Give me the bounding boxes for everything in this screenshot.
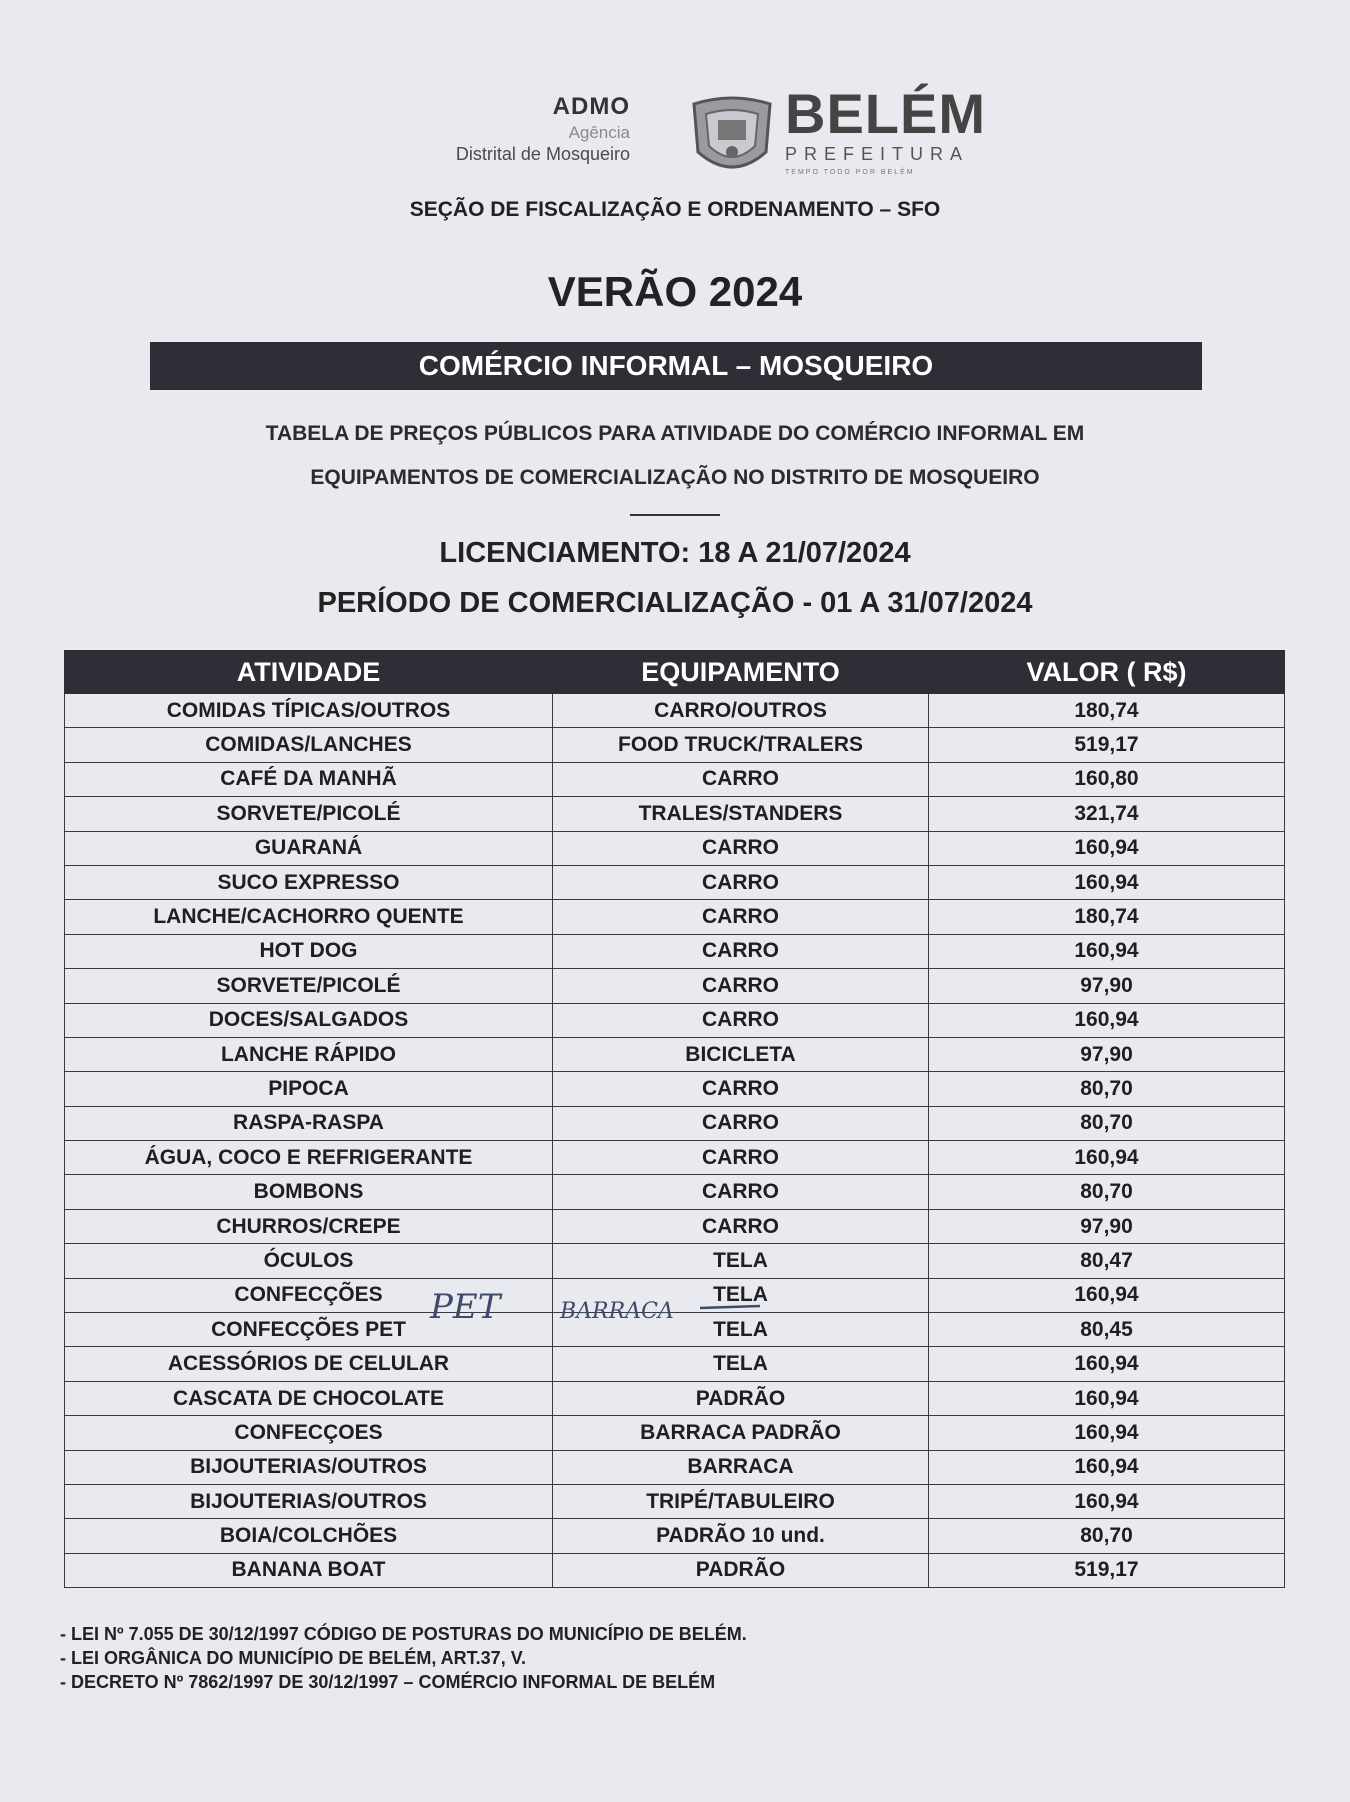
cell-atividade: LANCHE/CACHORRO QUENTE [65, 900, 553, 934]
cell-valor: 180,74 [929, 900, 1285, 934]
cell-equipamento: TELA [553, 1278, 929, 1312]
cell-valor: 80,47 [929, 1244, 1285, 1278]
price-table [64, 650, 1285, 1588]
cell-equipamento: CARRO [553, 969, 929, 1003]
table-row [65, 865, 1285, 899]
cell-atividade: GUARANÁ [65, 831, 553, 865]
divider [630, 514, 720, 516]
cell-atividade: RASPA-RASPA [65, 1106, 553, 1140]
admo-title: ADMO [552, 93, 630, 120]
admo-subtitle: Agência [568, 123, 630, 142]
cell-atividade: BOIA/COLCHÕES [65, 1519, 553, 1553]
cell-equipamento: TELA [553, 1244, 929, 1278]
cell-valor: 160,94 [929, 831, 1285, 865]
cell-valor: 519,17 [929, 1553, 1285, 1587]
table-row [65, 728, 1285, 762]
cell-valor: 321,74 [929, 797, 1285, 831]
table-row [65, 1072, 1285, 1106]
cell-equipamento: BARRACA PADRÃO [553, 1416, 929, 1450]
cell-valor: 80,70 [929, 1106, 1285, 1140]
cell-equipamento: TELA [553, 1347, 929, 1381]
table-row [65, 1553, 1285, 1587]
cell-atividade: CONFECÇÕES [65, 1278, 553, 1312]
cell-valor: 160,94 [929, 1416, 1285, 1450]
cell-valor: 160,94 [929, 1381, 1285, 1415]
table-row [65, 1244, 1285, 1278]
cell-equipamento: CARRO [553, 1072, 929, 1106]
cell-valor: 80,45 [929, 1313, 1285, 1347]
cell-atividade: LANCHE RÁPIDO [65, 1037, 553, 1071]
cell-atividade: SORVETE/PICOLÉ [65, 969, 553, 1003]
cell-equipamento: TRIPÉ/TABULEIRO [553, 1484, 929, 1518]
handwritten-note-barraca: BARRACA [560, 1299, 674, 1324]
cell-valor: 160,94 [929, 1003, 1285, 1037]
page-title: VERÃO 2024 [547, 268, 803, 315]
cell-valor: 160,94 [929, 934, 1285, 968]
admo-logo [380, 92, 630, 166]
table-row [65, 934, 1285, 968]
cell-atividade: BIJOUTERIAS/OUTROS [65, 1484, 553, 1518]
cell-equipamento: CARRO [553, 900, 929, 934]
cell-atividade: ÓCULOS [65, 1244, 553, 1278]
table-row [65, 831, 1285, 865]
cell-equipamento: FOOD TRUCK/TRALERS [553, 728, 929, 762]
table-body [65, 694, 1285, 1588]
description-line-1: TABELA DE PREÇOS PÚBLICOS PARA ATIVIDADE DO COMÉRCIO INFORMAL EM [265, 422, 1085, 445]
cell-valor: 80,70 [929, 1519, 1285, 1553]
cell-atividade: CONFECÇOES [65, 1416, 553, 1450]
cell-atividade: PIPOCA [65, 1072, 553, 1106]
table-row [65, 1141, 1285, 1175]
cell-equipamento: PADRÃO [553, 1553, 929, 1587]
cell-atividade: BANANA BOAT [65, 1553, 553, 1587]
table-row [65, 1450, 1285, 1484]
cell-equipamento: CARRO [553, 1106, 929, 1140]
table-row [65, 1003, 1285, 1037]
header-atividade: ATIVIDADE [65, 651, 553, 694]
cell-equipamento: CARRO [553, 934, 929, 968]
table-row [65, 1037, 1285, 1071]
cell-valor: 97,90 [929, 1037, 1285, 1071]
table-row [65, 969, 1285, 1003]
cell-atividade: BOMBONS [65, 1175, 553, 1209]
cell-atividade: BIJOUTERIAS/OUTROS [65, 1450, 553, 1484]
handwritten-note-pet: PET [430, 1287, 501, 1327]
logo-subtitle: PREFEITURA [785, 144, 970, 164]
table-row [65, 1381, 1285, 1415]
cell-atividade: CHURROS/CREPE [65, 1209, 553, 1243]
description-line-2: EQUIPAMENTOS DE COMERCIALIZAÇÃO NO DISTRITO DE MOSQUEIRO [310, 466, 1040, 489]
table-row [65, 762, 1285, 796]
licensing-dates [0, 528, 1350, 628]
cell-atividade: ACESSÓRIOS DE CELULAR [65, 1347, 553, 1381]
table-row [65, 900, 1285, 934]
cell-atividade: SORVETE/PICOLÉ [65, 797, 553, 831]
title-banner: COMÉRCIO INFORMAL – MOSQUEIRO [150, 342, 1202, 390]
logo-slogan: TEMPO TODO POR BELÉM [785, 169, 915, 176]
table-row [65, 1416, 1285, 1450]
header-valor: VALOR ( R$) [929, 651, 1285, 694]
section-name: SEÇÃO DE FISCALIZAÇÃO E ORDENAMENTO – SFO [409, 198, 941, 221]
footer-line-2: - LEI ORGÂNICA DO MUNICÍPIO DE BELÉM, ART.37, V. [60, 1648, 527, 1668]
cell-equipamento: BICICLETA [553, 1037, 929, 1071]
licensing-period: LICENCIAMENTO: 18 A 21/07/2024 [439, 537, 911, 569]
cell-valor: 160,94 [929, 1278, 1285, 1312]
table-row [65, 1175, 1285, 1209]
cell-atividade: COMIDAS/LANCHES [65, 728, 553, 762]
cell-atividade: HOT DOG [65, 934, 553, 968]
city-seal-icon [688, 90, 776, 182]
cell-valor: 160,94 [929, 865, 1285, 899]
header-equipamento: EQUIPAMENTO [553, 651, 929, 694]
logo-name: BELÉM [785, 82, 986, 145]
cell-atividade: ÁGUA, COCO E REFRIGERANTE [65, 1141, 553, 1175]
legal-footer [60, 1622, 1160, 1694]
table-row [65, 1347, 1285, 1381]
cell-valor: 160,94 [929, 1141, 1285, 1175]
cell-valor: 519,17 [929, 728, 1285, 762]
footer-line-3: - DECRETO Nº 7862/1997 DE 30/12/1997 – COMÉRCIO INFORMAL DE BELÉM [60, 1672, 716, 1692]
table-row [65, 797, 1285, 831]
table-header-row [65, 651, 1285, 694]
cell-equipamento: CARRO [553, 865, 929, 899]
cell-equipamento: BARRACA [553, 1450, 929, 1484]
table-row [65, 1484, 1285, 1518]
cell-valor: 97,90 [929, 969, 1285, 1003]
cell-equipamento: PADRÃO [553, 1381, 929, 1415]
cell-equipamento: CARRO/OUTROS [553, 694, 929, 728]
table-row [65, 1519, 1285, 1553]
table-description [0, 412, 1350, 500]
cell-equipamento: CARRO [553, 1209, 929, 1243]
cell-atividade: SUCO EXPRESSO [65, 865, 553, 899]
footer-line-1: - LEI Nº 7.055 DE 30/12/1997 CÓDIGO DE POSTURAS DO MUNICÍPIO DE BELÉM. [60, 1624, 747, 1644]
table-row [65, 694, 1285, 728]
cell-atividade: CASCATA DE CHOCOLATE [65, 1381, 553, 1415]
cell-valor: 180,74 [929, 694, 1285, 728]
cell-valor: 160,94 [929, 1450, 1285, 1484]
cell-valor: 160,80 [929, 762, 1285, 796]
cell-equipamento: PADRÃO 10 und. [553, 1519, 929, 1553]
cell-equipamento: TRALES/STANDERS [553, 797, 929, 831]
cell-atividade: CONFECÇÕES PET [65, 1313, 553, 1347]
cell-equipamento: CARRO [553, 1003, 929, 1037]
table-row [65, 1313, 1285, 1347]
cell-equipamento: CARRO [553, 1175, 929, 1209]
cell-valor: 80,70 [929, 1072, 1285, 1106]
cell-atividade: CAFÉ DA MANHÃ [65, 762, 553, 796]
cell-valor: 160,94 [929, 1484, 1285, 1518]
commercialization-period: PERÍODO DE COMERCIALIZAÇÃO - 01 A 31/07/2024 [317, 587, 1033, 619]
cell-valor: 97,90 [929, 1209, 1285, 1243]
table-row [65, 1278, 1285, 1312]
cell-atividade: DOCES/SALGADOS [65, 1003, 553, 1037]
cell-equipamento: CARRO [553, 831, 929, 865]
cell-atividade: COMIDAS TÍPICAS/OUTROS [65, 694, 553, 728]
table-row [65, 1106, 1285, 1140]
admo-district: Distrital de Mosqueiro [455, 144, 630, 165]
cell-equipamento: CARRO [553, 762, 929, 796]
belem-logo [785, 82, 986, 176]
cell-valor: 80,70 [929, 1175, 1285, 1209]
cell-equipamento: CARRO [553, 1141, 929, 1175]
cell-valor: 160,94 [929, 1347, 1285, 1381]
cell-equipamento: TELA [553, 1313, 929, 1347]
table-row [65, 1209, 1285, 1243]
